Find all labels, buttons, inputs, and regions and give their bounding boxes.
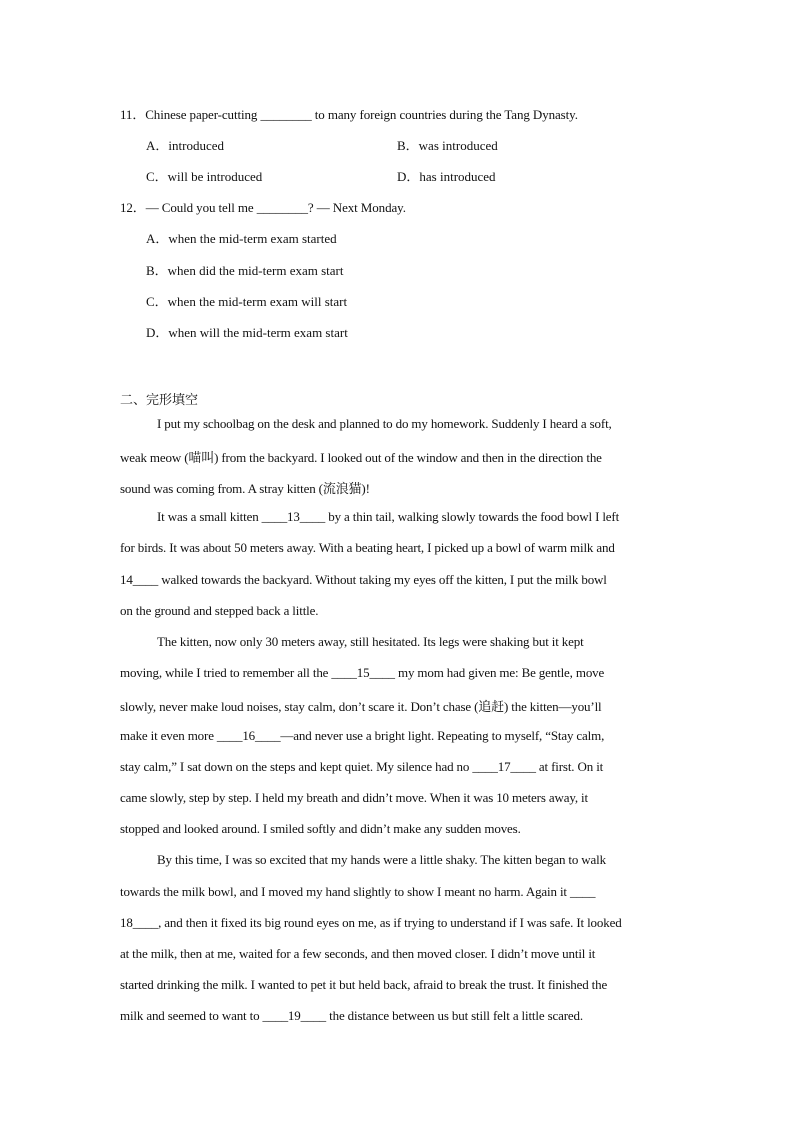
q11-option-b: B．was introduced (397, 138, 498, 153)
q12-option-c: C．when the mid-term exam will start (146, 294, 348, 309)
passage-line: slowly, never make loud noises, stay calm, don’t scare it. Don’t chase (追赶) the kitten—you’ll (120, 699, 602, 714)
passage-line: 18____, and then it fixed its big round eyes on me, as if trying to understand if I was safe. It looked (120, 915, 622, 930)
q12-option-a: A．when the mid-term exam started (146, 231, 337, 246)
passage-line: By this time, I was so excited that my hands were a little shaky. The kitten began to walk (157, 852, 606, 867)
passage-line: for birds. It was about 50 meters away. With a beating heart, I picked up a bowl of warm milk and (120, 540, 615, 555)
passage-line: towards the milk bowl, and I moved my hand slightly to show I meant no harm. Again it ____ (120, 884, 596, 899)
question-12-stem: 12．— Could you tell me ________? — Next Monday. (120, 200, 406, 215)
q11-option-a: A．introduced (146, 138, 224, 153)
passage-line: stopped and looked around. I smiled softly and didn’t make any sudden moves. (120, 821, 521, 836)
passage-line: moving, while I tried to remember all the ____15____ my mom had given me: Be gentle, move (120, 665, 605, 680)
q12-option-b: B．when did the mid-term exam start (146, 263, 344, 278)
q11-option-c: C．will be introduced (146, 169, 263, 184)
passage-line: make it even more ____16____—and never use a bright light. Repeating to myself, “Stay calm, (120, 728, 605, 743)
passage-line: milk and seemed to want to ____19____ the distance between us but still felt a little scared. (120, 1008, 583, 1023)
passage-line: weak meow (喵叫) from the backyard. I looked out of the window and then in the direction the (120, 450, 602, 465)
passage-line: on the ground and stepped back a little. (120, 603, 319, 618)
passage-line: came slowly, step by step. I held my breath and didn’t move. When it was 10 meters away, it (120, 790, 588, 805)
passage-line: stay calm,” I sat down on the steps and kept quiet. My silence had no ____17____ at first. On it (120, 759, 604, 774)
question-11-stem: 11．Chinese paper-cutting ________ to many foreign countries during the Tang Dynasty. (120, 107, 578, 122)
passage-line: at the milk, then at me, waited for a few seconds, and then moved closer. I didn’t move until it (120, 946, 596, 961)
passage-line: 14____ walked towards the backyard. Without taking my eyes off the kitten, I put the milk bowl (120, 572, 607, 587)
section-title: 二、完形填空 (120, 393, 199, 408)
passage-line: The kitten, now only 30 meters away, still hesitated. Its legs were shaking but it kept (157, 634, 584, 649)
q12-option-d: D．when will the mid-term exam start (146, 325, 348, 340)
q11-option-d: D．has introduced (397, 169, 496, 184)
passage-line: I put my schoolbag on the desk and planned to do my homework. Suddenly I heard a soft, (157, 416, 612, 431)
passage-line: sound was coming from. A stray kitten (流浪猫)! (120, 481, 370, 496)
passage-line: started drinking the milk. I wanted to pet it but held back, afraid to break the trust. It finished the (120, 977, 608, 992)
passage-line: It was a small kitten ____13____ by a thin tail, walking slowly towards the food bowl I left (157, 509, 620, 524)
